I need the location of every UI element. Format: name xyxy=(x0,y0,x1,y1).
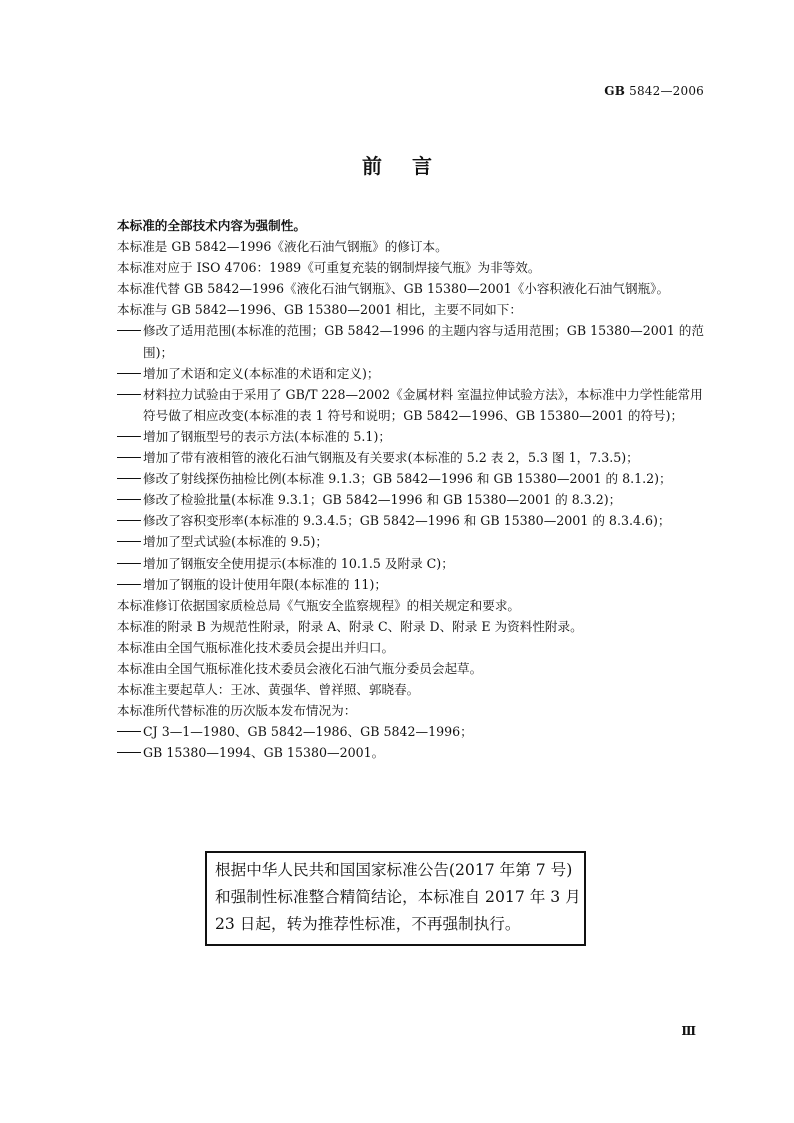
change-item-text: 增加了钢瓶型号的表示方法(本标准的 5.1)； xyxy=(143,428,391,444)
change-item-text: 增加了钢瓶的设计使用年限(本标准的 11)； xyxy=(143,576,387,592)
change-item-text: 增加了术语和定义(本标准的术语和定义)； xyxy=(143,365,380,381)
change-item-text: 修改了检验批量(本标准 9.3.1；GB 5842—1996 和 GB 15380—2001 的 8.3.2)； xyxy=(143,492,622,508)
paragraph-annexes: 本标准的附录 B 为规范性附录，附录 A、附录 C、附录 D、附录 E 为资料性附录。 xyxy=(117,618,583,634)
standard-code xyxy=(604,84,704,98)
change-item xyxy=(117,363,707,384)
dash-marker xyxy=(117,531,143,552)
history-item xyxy=(117,721,707,742)
foreword-body xyxy=(117,215,707,763)
change-item xyxy=(117,426,707,447)
dash-marker xyxy=(117,468,143,489)
change-item xyxy=(117,447,707,468)
history-item-text: CJ 3—1—1980、GB 5842—1986、GB 5842—1996； xyxy=(143,724,473,740)
paragraph-basis: 本标准修订依据国家质检总局《气瓶安全监察规程》的相关规定和要求。 xyxy=(117,597,520,613)
dash-marker xyxy=(117,320,143,341)
dash-marker xyxy=(117,426,143,447)
change-item xyxy=(117,384,707,426)
dash-marker xyxy=(117,510,143,531)
change-item xyxy=(117,574,707,595)
change-item-text: 增加了型式试验(本标准的 9.5)； xyxy=(143,534,328,550)
change-item-text: 修改了容积变形率(本标准的 9.3.4.5；GB 5842—1996 和 GB 15380—2001 的 8.3.4.6)； xyxy=(143,513,671,529)
change-item xyxy=(117,320,707,362)
change-item xyxy=(117,531,707,552)
change-item-text: 增加了带有液相管的液化石油气钢瓶及有关要求(本标准的 5.2 表 2，5.3 图 1，7.3.5)； xyxy=(143,450,639,466)
change-item xyxy=(117,489,707,510)
paragraph-revision: 本标准是 GB 5842—1996《液化石油气钢瓶》的修订本。 xyxy=(117,239,448,255)
dash-marker xyxy=(117,553,143,574)
change-item xyxy=(117,510,707,531)
paragraph-proposed-by: 本标准由全国气瓶标准化技术委员会提出并归口。 xyxy=(117,639,395,655)
notice-text: 根据中华人民共和国国家标准公告(2017 年第 7 号)和强制性标准整合精简结论，本标准自 2017 年 3 月 23 日起，转为推荐性标准，不再强制执行。 xyxy=(215,861,581,933)
change-item-text: 修改了射线探伤抽检比例(本标准 9.1.3；GB 5842—1996 和 GB 15380—2001 的 8.1.2)； xyxy=(143,471,672,487)
change-item-text: 修改了适用范围(本标准的范围；GB 5842—1996 的主题内容与适用范围；GB 15380—2001 的范围)； xyxy=(143,323,704,360)
history-item-text: GB 15380—1994、GB 15380—2001。 xyxy=(143,745,385,761)
dash-marker xyxy=(117,447,143,468)
page-number: Ⅲ xyxy=(681,1024,696,1038)
notice-box xyxy=(205,851,586,946)
standard-code-number: 5842—2006 xyxy=(625,84,704,98)
change-item xyxy=(117,553,707,574)
paragraph-mandatory-statement: 本标准的全部技术内容为强制性。 xyxy=(117,218,306,233)
paragraph-replaces: 本标准代替 GB 5842—1996《液化石油气钢瓶》、GB 15380—2001《小容积液化石油气钢瓶》。 xyxy=(117,281,670,297)
dash-marker xyxy=(117,384,143,405)
history-item xyxy=(117,742,707,763)
paragraph-drafters: 本标准主要起草人：王冰、黄强华、曾祥照、郭晓春。 xyxy=(117,682,420,698)
change-item-text: 材料拉力试验由于采用了 GB/T 228—2002《金属材料 室温拉伸试验方法》，本标准中力学性能常用符号做了相应改变(本标准的表 1 符号和说明；GB 5842—1996、GB 15380—2001 的符号)； xyxy=(143,386,703,423)
dash-marker xyxy=(117,363,143,384)
paragraph-iso-correspondence: 本标准对应于 ISO 4706：1989《可重复充装的钢制焊接气瓶》为非等效。 xyxy=(117,260,541,276)
dash-marker xyxy=(117,742,143,763)
dash-marker xyxy=(117,489,143,510)
paragraph-drafted-by: 本标准由全国气瓶标准化技术委员会液化石油气瓶分委员会起草。 xyxy=(117,660,483,676)
page-title: 前言 xyxy=(362,154,462,178)
standard-code-prefix: GB xyxy=(604,84,626,98)
paragraph-main-differences: 本标准与 GB 5842—1996、GB 15380—2001 相比，主要不同如下： xyxy=(117,302,522,318)
paragraph-history-intro: 本标准所代替标准的历次版本发布情况为： xyxy=(117,703,357,719)
change-item-text: 增加了钢瓶安全使用提示(本标准的 10.1.5 及附录 C)； xyxy=(143,555,454,571)
dash-marker xyxy=(117,721,143,742)
dash-marker xyxy=(117,574,143,595)
change-item xyxy=(117,468,707,489)
